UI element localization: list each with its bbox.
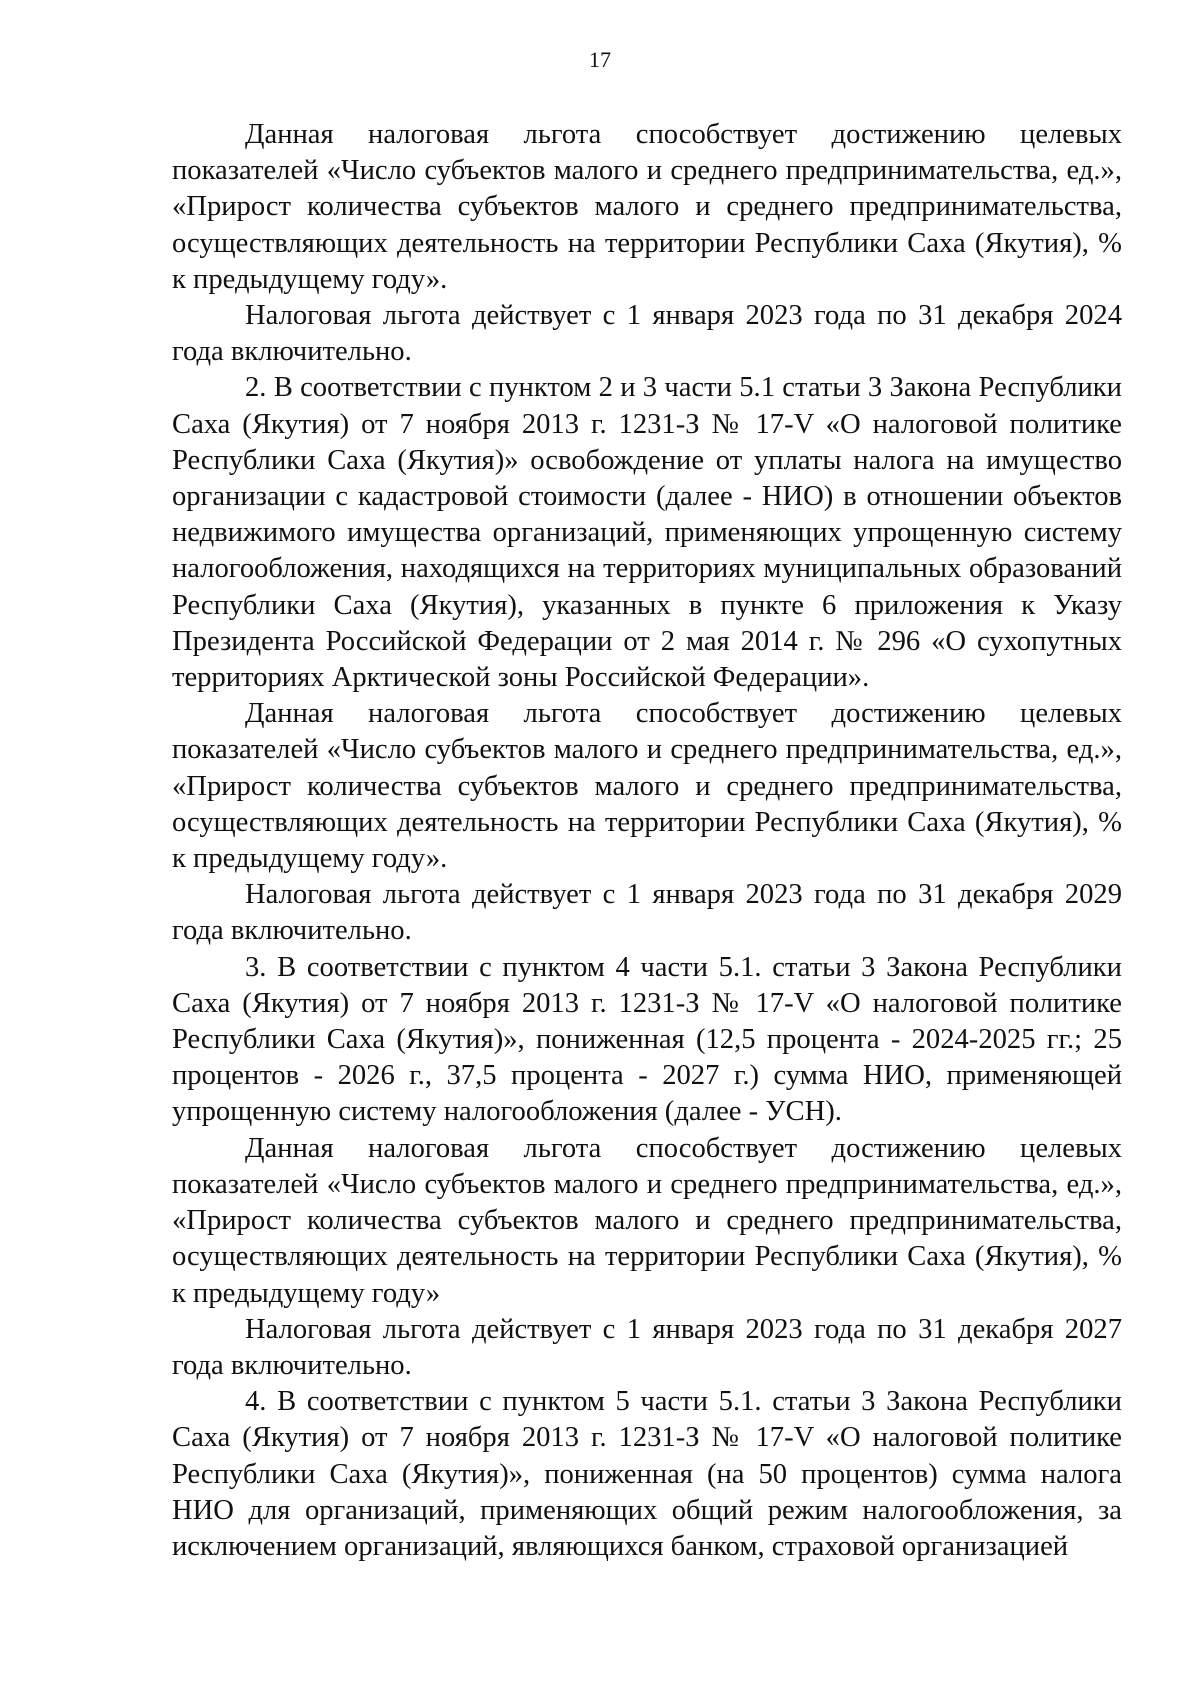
paragraph-benefit-goals-1: Данная налоговая льгота способствует достижению целевых показателей «Число субъектов малого и среднего предпринимательства, ед.», «Прирост количества субъектов малого и среднего предпринимательства, осуществляющих деятельность на территории Республики Саха (Якутия), % к предыдущему году». — [172, 119, 1122, 295]
document-body — [172, 117, 1122, 1565]
paragraph-benefit-goals-2: Данная налоговая льгота способствует достижению целевых показателей «Число субъектов малого и среднего предпринимательства, ед.», «Прирост количества субъектов малого и среднего предпринимательства, осуществляющих деятельность на территории Республики Саха (Якутия), % к предыдущему году». — [172, 698, 1122, 875]
paragraph-item-4: 4. В соответствии с пунктом 5 части 5.1. статьи 3 Закона Республики Саха (Якутия) от 7 ноября 2013 г. 1231-З № 17-V «О налоговой политике Республики Саха (Якутия)», пониженная (на 50 процентов) сумма налога НИО для организаций, применяющих общий режим налогообложения, за исключением организаций, являющихся банком, страховой организацией — [172, 1386, 1122, 1562]
paragraph-benefit-period-2: Налоговая льгота действует с 1 января 2023 года по 31 декабря 2029 года включительно. — [172, 879, 1122, 947]
page-number: 17 — [589, 47, 611, 72]
paragraph-benefit-period-3: Налоговая льгота действует с 1 января 2023 года по 31 декабря 2027 года включительно. — [172, 1313, 1122, 1381]
paragraph-item-2: 2. В соответствии с пунктом 2 и 3 части 5.1 статьи 3 Закона Республики Саха (Якутия) от 7 ноября 2013 г. 1231-З № 17-V «О налоговой политике Республики Саха (Якутия)» освобождение от уплаты налога на имущество организации с кадастровой стоимости (далее - НИО) в отношении объектов недвижимого имущества организаций, применяющих упрощенную систему налогообложения, находящихся на территориях муниципальных образований Республики Саха (Якутия), указанных в пункте 6 приложения к Указу Президента Российской Федерации от 2 мая 2014 г. № 296 «О сухопутных территориях Арктической зоны Российской Федерации». — [172, 372, 1122, 694]
paragraph-benefit-period-1: Налоговая льгота действует с 1 января 2023 года по 31 декабря 2024 года включительно. — [172, 300, 1122, 368]
paragraph-item-3: 3. В соответствии с пунктом 4 части 5.1. статьи 3 Закона Республики Саха (Якутия) от 7 ноября 2013 г. 1231-З № 17-V «О налоговой политике Республики Саха (Якутия)», пониженная (12,5 процента - 2024-2025 гг.; 25 процентов - 2026 г., 37,5 процента - 2027 г.) сумма НИО, применяющей упрощенную систему налогообложения (далее - УСН). — [172, 951, 1122, 1128]
paragraph-benefit-goals-3: Данная налоговая льгота способствует достижению целевых показателей «Число субъектов малого и среднего предпринимательства, ед.», «Прирост количества субъектов малого и среднего предпринимательства, осуществляющих деятельность на территории Республики Саха (Якутия), % к предыдущему году» — [172, 1132, 1122, 1309]
